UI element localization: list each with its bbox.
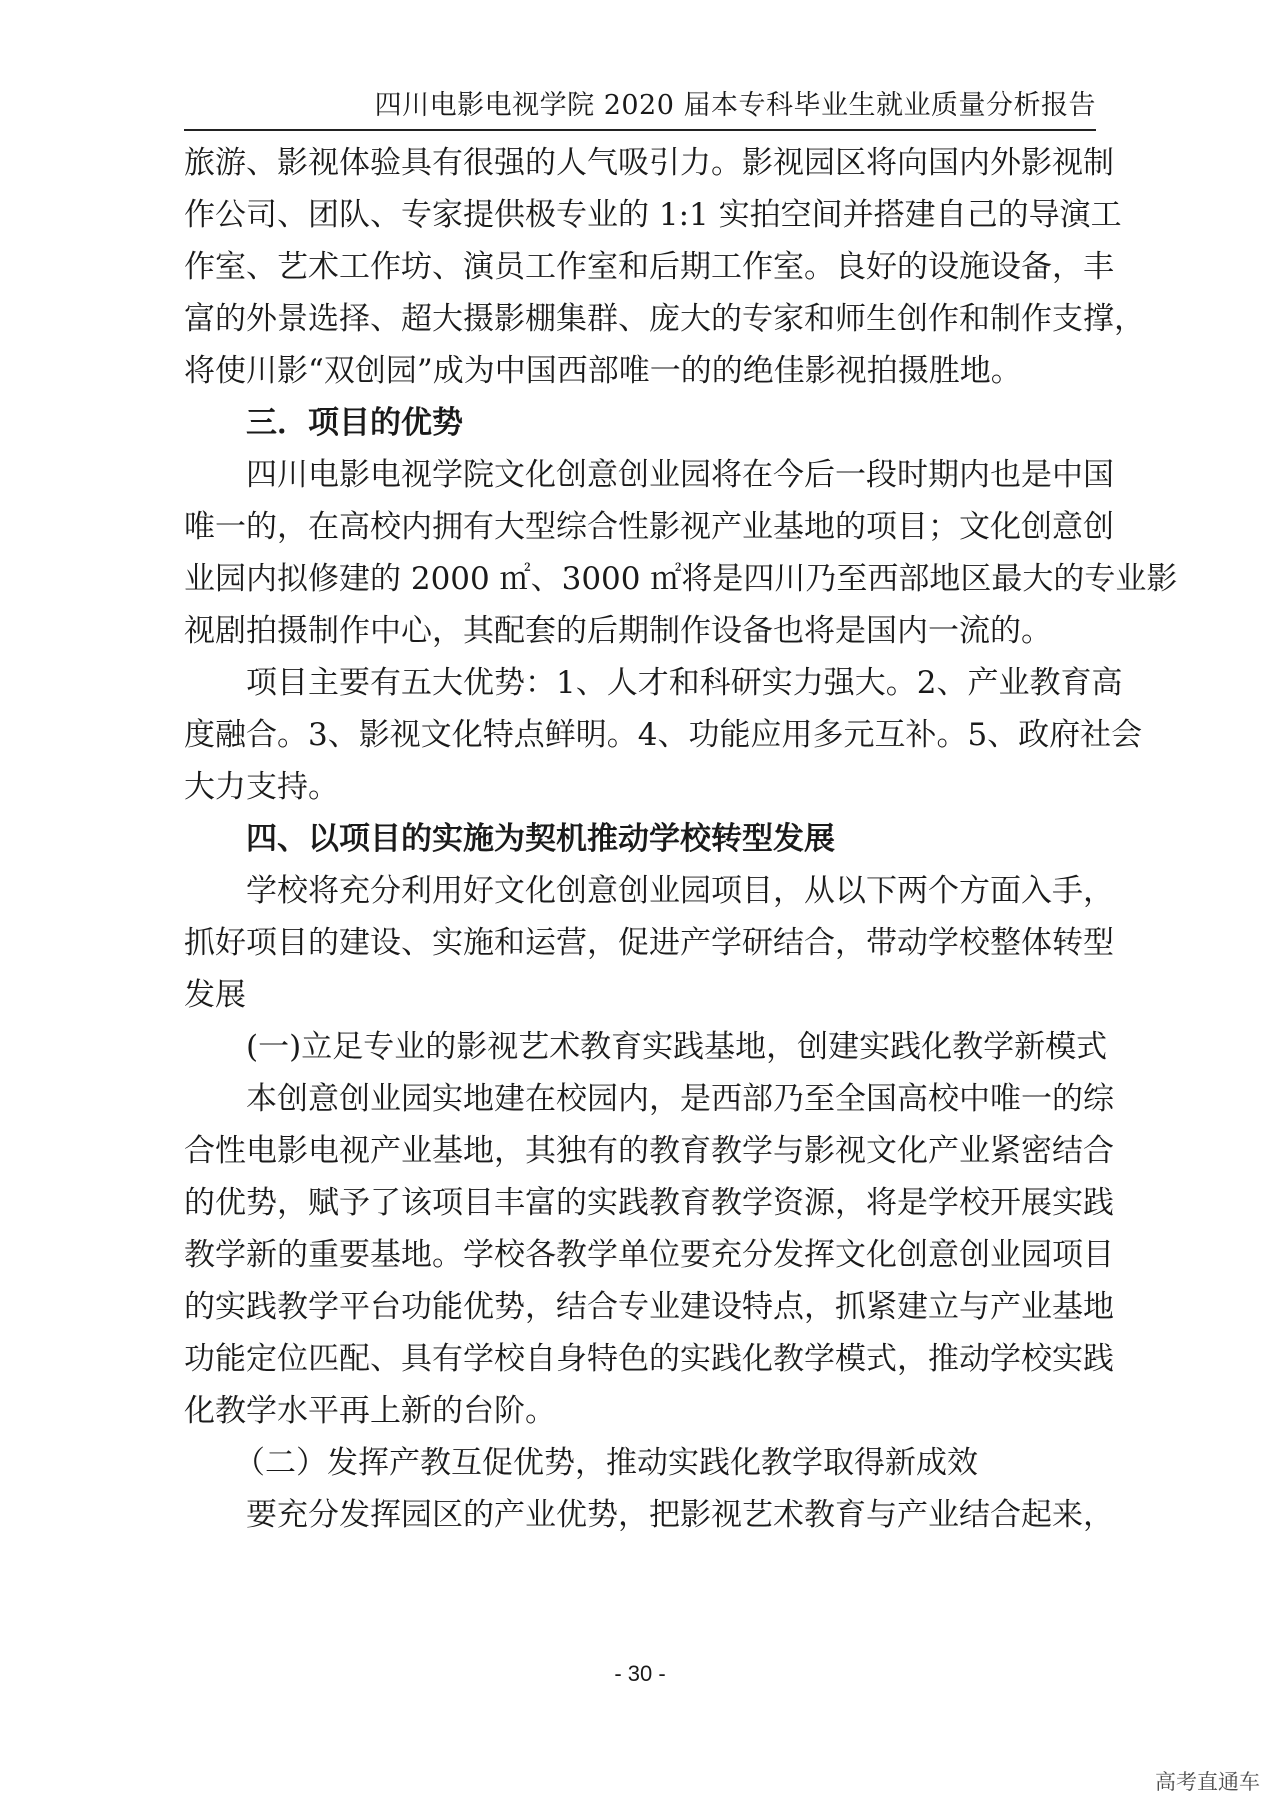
text-line: 作室、艺术工作坊、演员工作室和后期工作室。良好的设施设备，丰 xyxy=(184,249,1114,285)
watermark-text: 高考直通车 xyxy=(1155,1770,1260,1794)
text-line: 将使川影“双创园”成为中国西部唯一的的绝佳影视拍摄胜地。 xyxy=(184,353,1022,389)
text-line: 的优势，赋予了该项目丰富的实践教育教学资源，将是学校开展实践 xyxy=(184,1185,1114,1221)
paragraph-first-line: 项目主要有五大优势：1、人才和科研实力强大。2、产业教育高 xyxy=(246,665,1123,701)
text-line: 业园内拟修建的 2000 ㎡、3000 ㎡将是四川乃至西部地区最大的专业影 xyxy=(184,561,1178,597)
text-line: 视剧拍摄制作中心，其配套的后期制作设备也将是国内一流的。 xyxy=(184,613,1052,649)
paragraph-first-line: 要充分发挥园区的产业优势，把影视艺术教育与产业结合起来， xyxy=(246,1497,1114,1533)
text-line: 旅游、影视体验具有很强的人气吸引力。影视园区将向国内外影视制 xyxy=(184,145,1114,181)
paragraph-first-line: 本创意创业园实地建在校园内，是西部乃至全国高校中唯一的综 xyxy=(246,1081,1114,1117)
subsection-heading: （二）发挥产教互促优势，推动实践化教学取得新成效 xyxy=(234,1445,978,1481)
text-line: 度融合。3、影视文化特点鲜明。4、功能应用多元互补。5、政府社会 xyxy=(184,717,1143,753)
section-heading: 四、以项目的实施为契机推动学校转型发展 xyxy=(246,821,835,857)
text-line: 富的外景选择、超大摄影棚集群、庞大的专家和师生创作和制作支撑， xyxy=(184,301,1145,337)
text-line: 化教学水平再上新的台阶。 xyxy=(184,1393,556,1429)
text-line: 教学新的重要基地。学校各教学单位要充分发挥文化创意创业园项目 xyxy=(184,1237,1114,1273)
text-line: 功能定位匹配、具有学校自身特色的实践化教学模式，推动学校实践 xyxy=(184,1341,1114,1377)
section-heading: 三．项目的优势 xyxy=(246,405,463,441)
text-line: 抓好项目的建设、实施和运营，促进产学研结合，带动学校整体转型 xyxy=(184,925,1114,961)
subsection-heading: (一)立足专业的影视艺术教育实践基地，创建实践化教学新模式 xyxy=(246,1029,1108,1065)
running-header: 四川电影电视学院 2020 届本专科毕业生就业质量分析报告 xyxy=(374,90,1096,121)
text-line: 唯一的，在高校内拥有大型综合性影视产业基地的项目；文化创意创 xyxy=(184,509,1114,545)
paragraph-first-line: 学校将充分利用好文化创意创业园项目，从以下两个方面入手， xyxy=(246,873,1114,909)
text-line: 发展 xyxy=(184,977,246,1013)
page-number: - 30 - xyxy=(614,1661,666,1686)
text-line: 的实践教学平台功能优势，结合专业建设特点，抓紧建立与产业基地 xyxy=(184,1289,1114,1325)
text-line: 大力支持。 xyxy=(184,769,339,805)
header-divider xyxy=(184,129,1096,131)
text-line: 合性电影电视产业基地，其独有的教育教学与影视文化产业紧密结合 xyxy=(184,1133,1114,1169)
text-line: 作公司、团队、专家提供极专业的 1:1 实拍空间并搭建自己的导演工 xyxy=(184,197,1122,233)
paragraph-first-line: 四川电影电视学院文化创意创业园将在今后一段时期内也是中国 xyxy=(246,457,1114,493)
